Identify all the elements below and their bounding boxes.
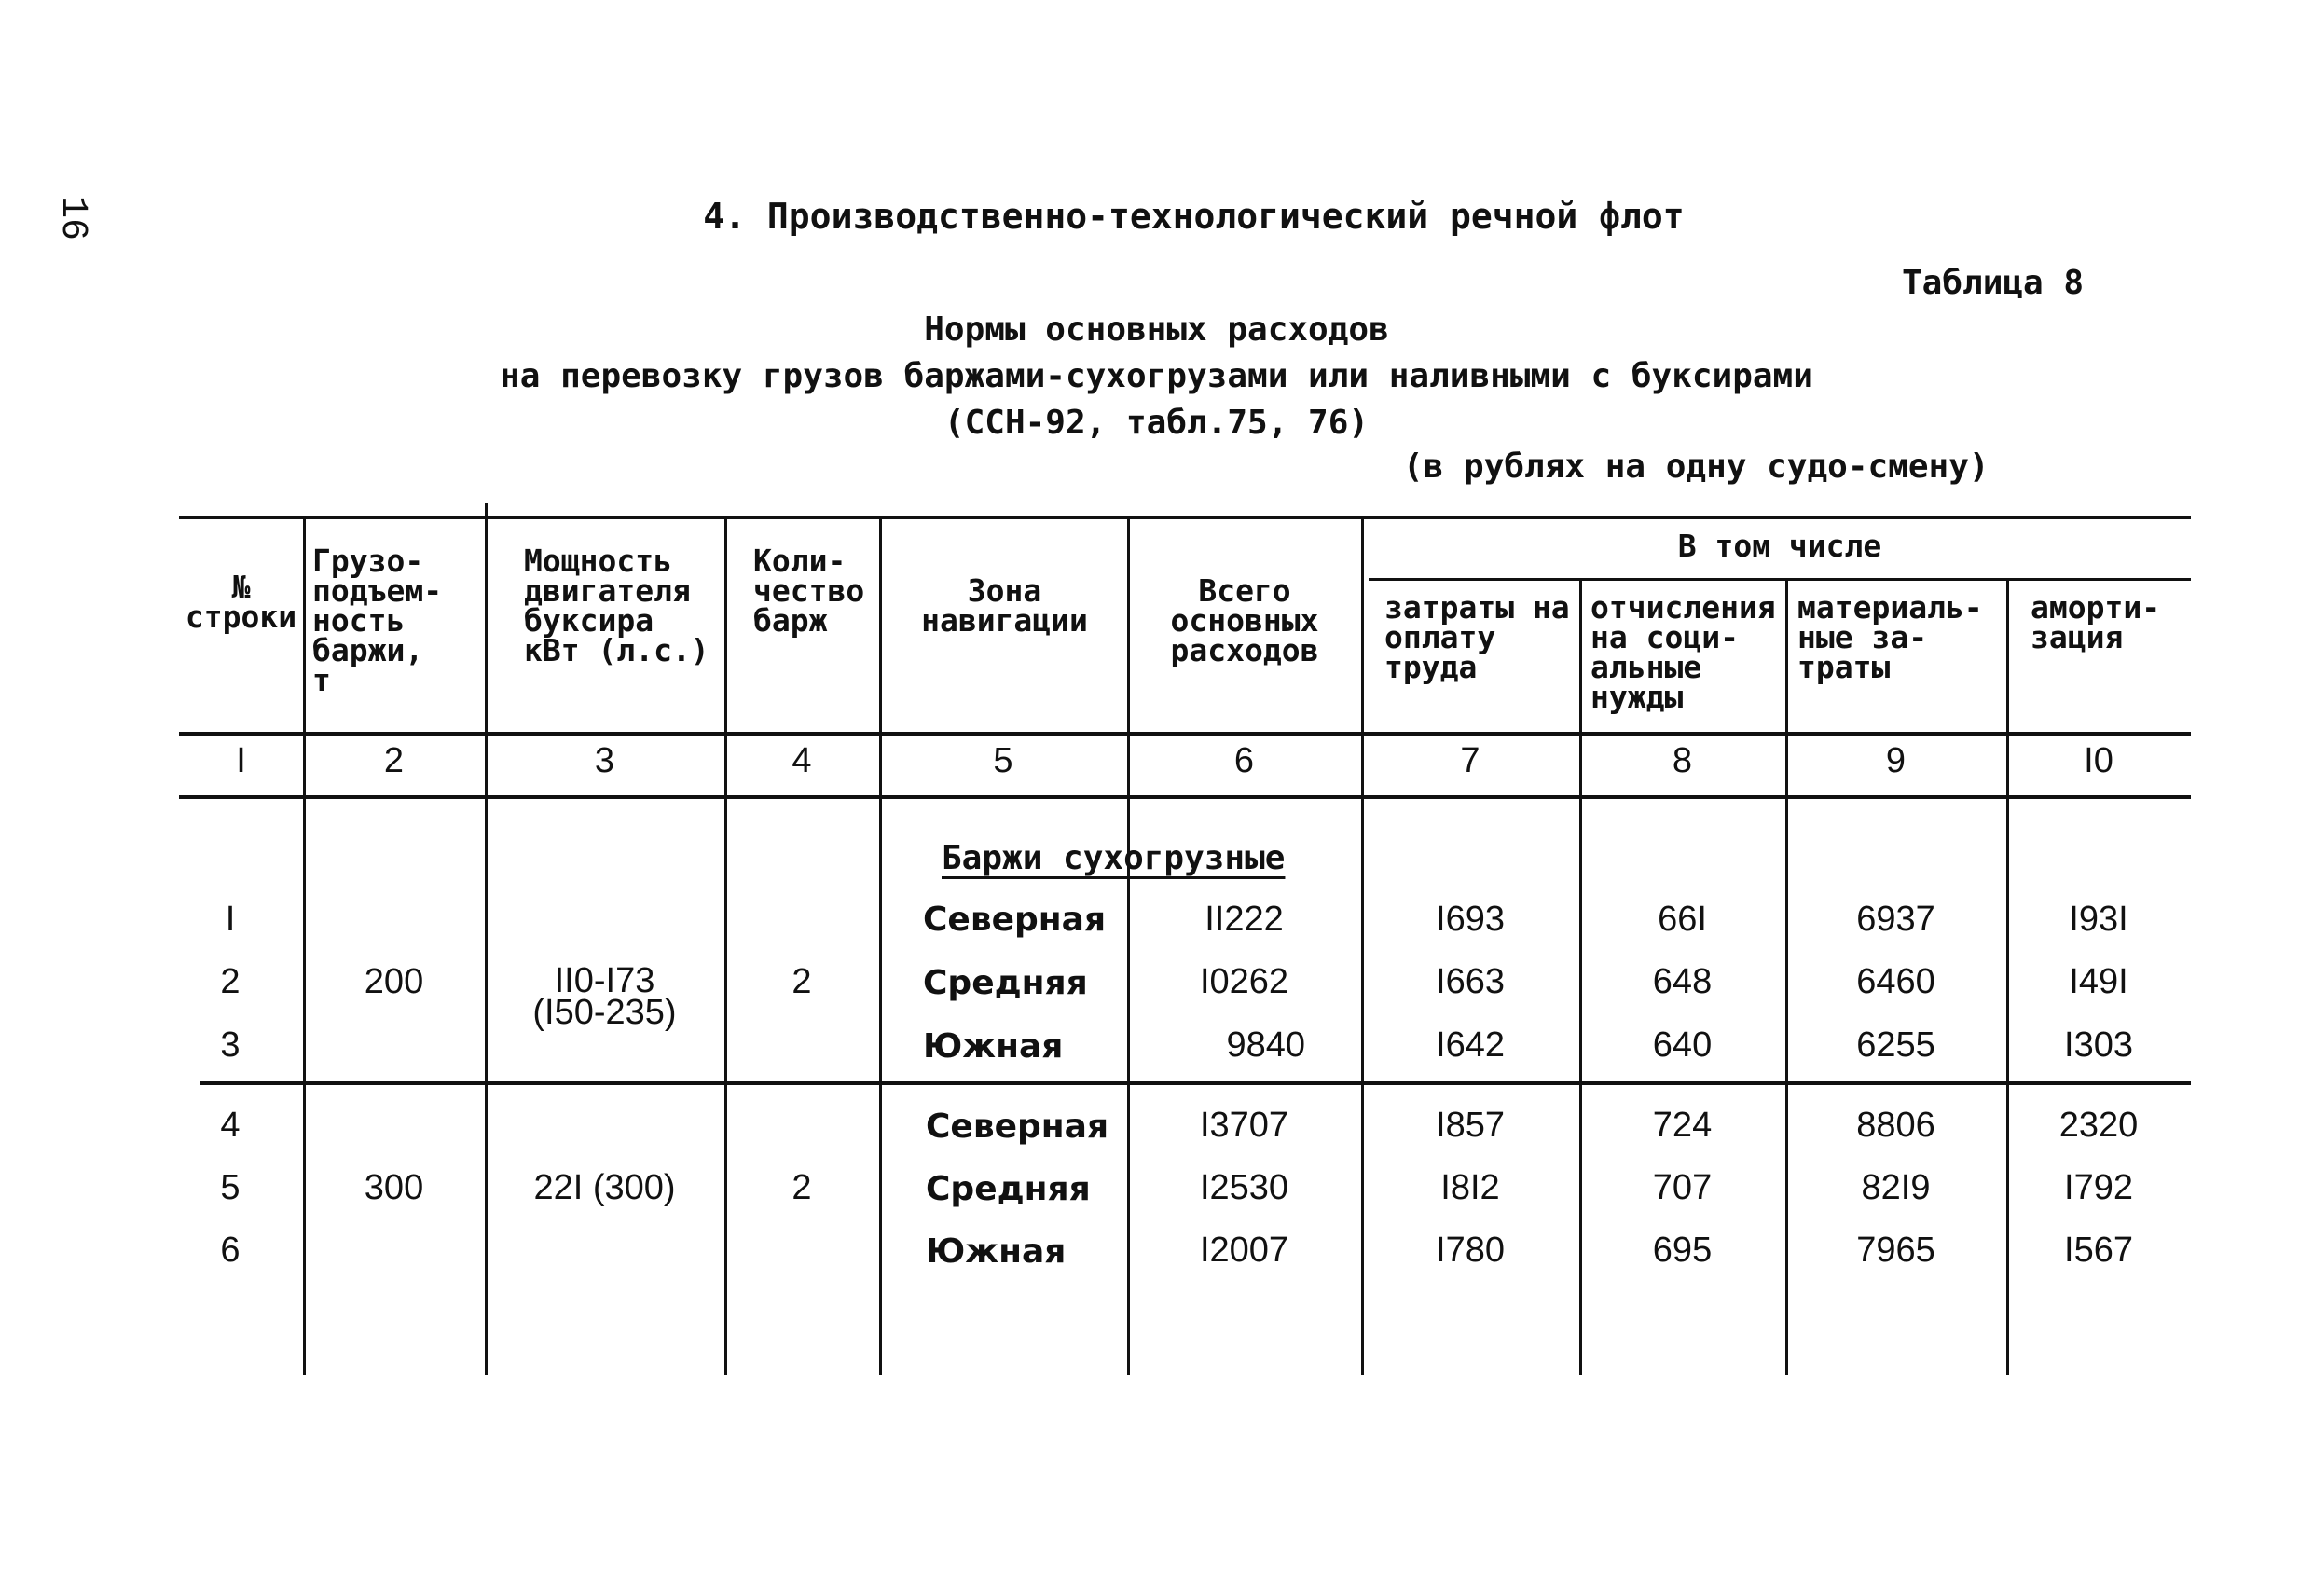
row-6-zone: Южная [926, 1232, 1067, 1271]
page-number: 16 [51, 196, 93, 241]
units-note: (в рублях на одну судо-смену) [1403, 447, 1989, 486]
row-1-number: I [225, 900, 236, 939]
col-divider-1 [303, 516, 306, 1375]
row-4-total: I3707 [1199, 1106, 1289, 1145]
col-divider-4 [879, 516, 882, 1375]
header-row-number: № строки [185, 569, 297, 635]
row-1-labor: I693 [1436, 900, 1505, 939]
caption-line-1: Нормы основных расходов [924, 310, 1389, 349]
row-3-total [1127, 1025, 1361, 1066]
row-5-material: 82I9 [1861, 1168, 1931, 1207]
row-2-total: I0262 [1199, 962, 1289, 1001]
row-1-social: 66I [1658, 900, 1707, 939]
group-1-barge-count: 2 [792, 962, 812, 1001]
row-3-depreciation: I303 [2064, 1025, 2133, 1065]
column-number-8: 8 [1672, 741, 1693, 780]
header-barge-count: Коли- чество барж [753, 543, 865, 639]
row-6-depreciation: I567 [2064, 1231, 2133, 1270]
col-divider-2 [485, 503, 488, 1375]
header-material-costs: материаль- ные за- траты [1797, 589, 1983, 685]
row-1-depreciation: I93I [2069, 900, 2128, 939]
group-2-barge-count: 2 [792, 1168, 812, 1207]
row-2-social: 648 [1652, 962, 1713, 1001]
column-number-4: 4 [792, 741, 812, 780]
header-social-contributions: отчисления на соци- альные нужды [1590, 589, 1776, 715]
row-2-zone: Средняя [923, 964, 1088, 1002]
row-5-labor: I8I2 [1440, 1168, 1500, 1207]
header-including: В том числе [1677, 528, 1882, 564]
row-3-total-value: 9840 [1226, 1025, 1305, 1065]
row-4-material: 8806 [1856, 1106, 1935, 1145]
column-number-10: I0 [2084, 741, 2113, 780]
row-3-social: 640 [1652, 1025, 1713, 1065]
header-capacity: Грузо- подъем- ность баржи, т [312, 543, 443, 698]
group-2-tug-power: 22I (300) [533, 1168, 676, 1207]
row-4-depreciation: 2320 [2058, 1106, 2139, 1145]
column-number-9: 9 [1885, 741, 1907, 780]
row-2-labor: I663 [1436, 962, 1505, 1001]
row-2-material: 6460 [1856, 962, 1935, 1001]
row-5-number: 5 [220, 1168, 241, 1207]
header-total-costs: Всего основных расходов [1170, 572, 1319, 668]
col-divider-5-upper [1127, 516, 1130, 890]
caption-line-3: (ССН-92, табл.75, 76) [943, 404, 1370, 442]
row-3-number: 3 [220, 1025, 241, 1065]
row-6-social: 695 [1652, 1231, 1713, 1270]
row-5-social: 707 [1652, 1168, 1713, 1207]
header-navigation-zone: Зона навигации [921, 572, 1088, 639]
row-2-number: 2 [220, 962, 241, 1001]
column-number-7: 7 [1460, 741, 1480, 780]
header-depreciation: аморти- зация [2031, 589, 2161, 655]
table-label: Таблица 8 [1902, 264, 2085, 302]
column-number-6: 6 [1233, 741, 1255, 780]
column-number-5: 5 [993, 741, 1013, 780]
caption-line-2: на перевозку грузов баржами-сухогрузами или наливными с буксирами [500, 357, 1813, 395]
row-6-material: 7965 [1856, 1231, 1935, 1270]
including-rule [1369, 578, 2191, 581]
row-4-number: 4 [220, 1106, 241, 1145]
group-separator-rule [200, 1081, 2191, 1085]
column-number-2: 2 [383, 741, 405, 780]
group-1-tug-power: II0-I73 (I50-235) [532, 961, 677, 1032]
row-3-material: 6255 [1856, 1025, 1935, 1065]
header-labor-costs: затраты на оплату труда [1384, 589, 1570, 685]
row-6-total: I2007 [1199, 1231, 1289, 1270]
header-bottom-rule [179, 732, 2191, 736]
header-tug-power: Мощность двигателя буксира кВт (л.с.) [524, 543, 709, 668]
section-title: 4. Производственно-технологический речной флот [703, 196, 1685, 237]
col-divider-3 [724, 516, 727, 1375]
row-5-zone: Средняя [926, 1170, 1091, 1208]
table-top-rule [179, 516, 2191, 519]
column-number-3: 3 [594, 741, 615, 780]
group-1-capacity: 200 [364, 962, 424, 1001]
row-4-social: 724 [1652, 1106, 1713, 1145]
row-4-labor: I857 [1436, 1106, 1505, 1145]
row-6-number: 6 [220, 1231, 241, 1270]
row-3-labor: I642 [1436, 1025, 1505, 1065]
row-1-zone: Северная [923, 901, 1107, 939]
column-numbers-rule [179, 795, 2191, 799]
row-1-total: II222 [1205, 900, 1284, 939]
row-5-depreciation: I792 [2064, 1168, 2133, 1207]
column-number-1: I [236, 741, 246, 780]
row-1-material: 6937 [1856, 900, 1935, 939]
row-4-zone: Северная [926, 1108, 1109, 1146]
row-6-labor: I780 [1436, 1231, 1505, 1270]
group-title-dry-cargo-barges: Баржи сухогрузные [942, 839, 1286, 877]
row-3-zone: Южная [923, 1027, 1064, 1066]
row-5-total: I2530 [1199, 1168, 1289, 1207]
group-2-capacity: 300 [364, 1168, 424, 1207]
row-2-depreciation: I49I [2069, 962, 2128, 1001]
